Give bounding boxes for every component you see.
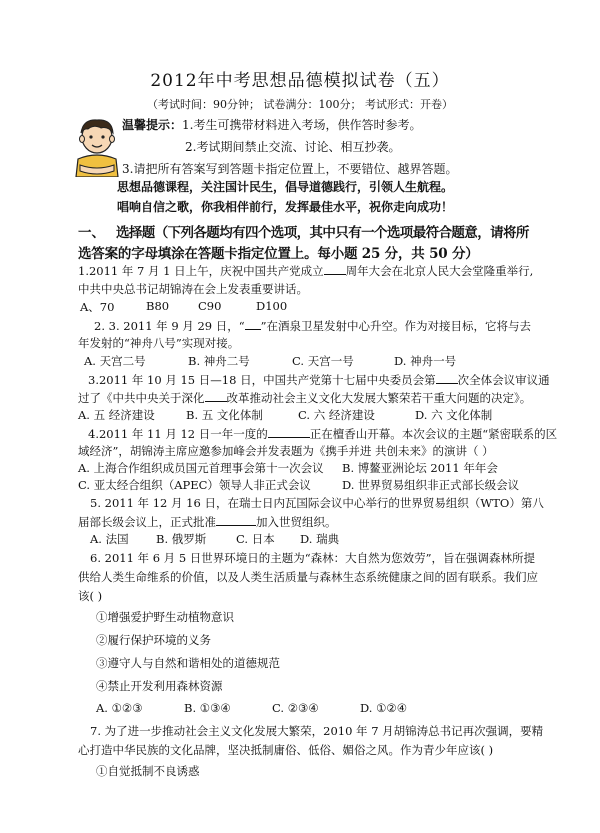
question-text: 过了《中共中央关于深化 [78, 391, 205, 405]
option: A、70 [80, 300, 115, 314]
option: B. ①③④ [184, 701, 231, 715]
question-text: 5. 2011 年 12 月 16 日，在瑞士日内瓦国际会议中心举行的世界贸易组织（WTO）第八 [90, 496, 544, 510]
option: A. 法国 [90, 532, 129, 546]
option: D. 世界贸易组织非正式部长级会议 [342, 478, 520, 492]
tip-item: 3.请把所有答案写到答题卡指定位置上，不要错位、越界答题。 [122, 162, 458, 176]
question-text: 心打造中华民族的文化品牌，坚决抵制庸俗、低俗、媚俗之风。作为青少年应该( ) [78, 743, 494, 757]
option: C90 [198, 299, 222, 313]
tip-item: 2.考试期间禁止交流、讨论、相互抄袭。 [185, 140, 401, 154]
motto-line: 思想品德课程，关注国计民生，倡导道德践行，引领人生航程。 [117, 180, 454, 194]
option: B. 五 文化体制 [186, 408, 263, 422]
question-text: 周年大会在北京人民大会堂隆重举行, [345, 264, 534, 278]
option: C. ②③④ [272, 701, 319, 715]
option: A. 上海合作组织成员国元首理事会第十一次会议 [78, 461, 324, 475]
statement-item: ①自觉抵制不良诱惑 [96, 764, 200, 778]
question-1 [78, 262, 533, 279]
question-text: 中共中央总书记胡锦涛在会上发表重要讲话。 [78, 282, 308, 296]
motto-line: 唱响自信之歌，你我相伴前行，发挥最佳水平，祝你走向成功！ [117, 200, 454, 214]
question-text: 2. 3. 2011 年 9 月 29 日，“ [94, 319, 245, 333]
question-text: 域经济”，胡锦涛主席应邀参加峰会并发表题为《携手并进 共创未来》的演讲（ ） [78, 444, 494, 458]
option: C. 日本 [236, 532, 275, 546]
section-heading: 选答案的字母填涂在答题卡指定位置上。每小题 25 分，共 50 分） [78, 246, 479, 262]
question-text: 6. 2011 年 6 月 5 日世界环境日的主题为“森林：大自然为您效劳”，旨在强调森林所提 [90, 551, 536, 565]
option: D. 六 文化体制 [415, 408, 493, 422]
answer-blank [268, 425, 310, 438]
statement-item: ①增强爱护野生动植物意识 [96, 610, 234, 624]
question-3 [88, 371, 550, 388]
exam-info: （考试时间：90分钟； 试卷满分：100分； 考试形式：开卷） [147, 98, 453, 111]
option: A. 五 经济建设 [78, 408, 155, 422]
option: B. 俄罗斯 [156, 532, 207, 546]
question-text: 1.2011 年 7 月 1 日上午，庆祝中国共产党成立 [78, 264, 324, 278]
statement-item: ③遵守人与自然和谐相处的道德规范 [96, 656, 280, 670]
option: C. 六 经济建设 [298, 408, 375, 422]
question-text: 次全体会议审议通 [457, 373, 550, 387]
answer-blank [324, 262, 346, 275]
question-text: ”在酒泉卫星发射中心升空。作为对接目标，它将与去 [260, 319, 532, 333]
question-4 [88, 425, 557, 442]
option: C. 亚太经合组织（APEC）领导人非正式会议 [78, 478, 311, 492]
option: D. 神舟一号 [394, 354, 457, 368]
answer-blank [245, 317, 261, 330]
tips-label: 温馨提示： [122, 118, 183, 132]
option: C. 天宫一号 [292, 354, 354, 368]
question-text: 3.2011 年 10 月 15 日—18 日，中国共产党第十七届中央委员会第 [88, 373, 436, 387]
question-text: 年发射的“神舟八号”实现对接。 [78, 336, 240, 350]
tip-item: 1.考生可携带材料进入考场，供作答时参考。 [182, 118, 422, 132]
question-text: 加入世贸组织。 [256, 515, 337, 529]
option: B. 博鳌亚洲论坛 2011 年年会 [342, 461, 498, 475]
question-text: 供给人类生命维系的价值，以及人类生活质量与森林生态系统健康之间的固有联系。我们应 [78, 570, 538, 584]
section-heading: 选择题（下列各题均有四个选项，其中只有一个选项最符合题意，请将所 [116, 225, 529, 241]
question-text: 4.2011 年 11 月 12 日一年一度的 [88, 427, 268, 441]
option: B. 神舟二号 [188, 354, 250, 368]
question-text: 该( ) [78, 589, 103, 603]
option: A. 天宫二号 [84, 354, 146, 368]
page-title: 2012年中考思想品德模拟试卷（五） [150, 71, 450, 91]
statement-item: ④禁止开发利用森林资源 [96, 679, 223, 693]
statement-item: ②履行保护环境的义务 [96, 633, 211, 647]
answer-blank [205, 389, 227, 402]
question-text: 正在檀香山开幕。本次会议的主题“紧密联系的区 [309, 427, 558, 441]
option: D100 [256, 299, 288, 313]
option: B80 [146, 299, 170, 313]
option: D. ①②④ [360, 701, 408, 715]
question-text: 7. 为了进一步推动社会主义文化发展大繁荣，2010 年 7 月胡锦涛总书记再次强调，要精 [90, 724, 544, 738]
section-number: 一、 [78, 225, 105, 241]
question-text: 届部长级会议上，正式批准 [78, 515, 216, 529]
option: D. 瑞典 [300, 532, 340, 546]
answer-blank [436, 371, 458, 384]
option: A. ①②③ [96, 701, 143, 715]
question-text: 改革推动社会主义文化大发展大繁荣若干重大问题的决定》。 [226, 391, 532, 405]
answer-blank [216, 513, 256, 526]
student-cartoon-icon [68, 115, 126, 177]
question-5 [78, 513, 337, 530]
question-2 [94, 317, 531, 334]
